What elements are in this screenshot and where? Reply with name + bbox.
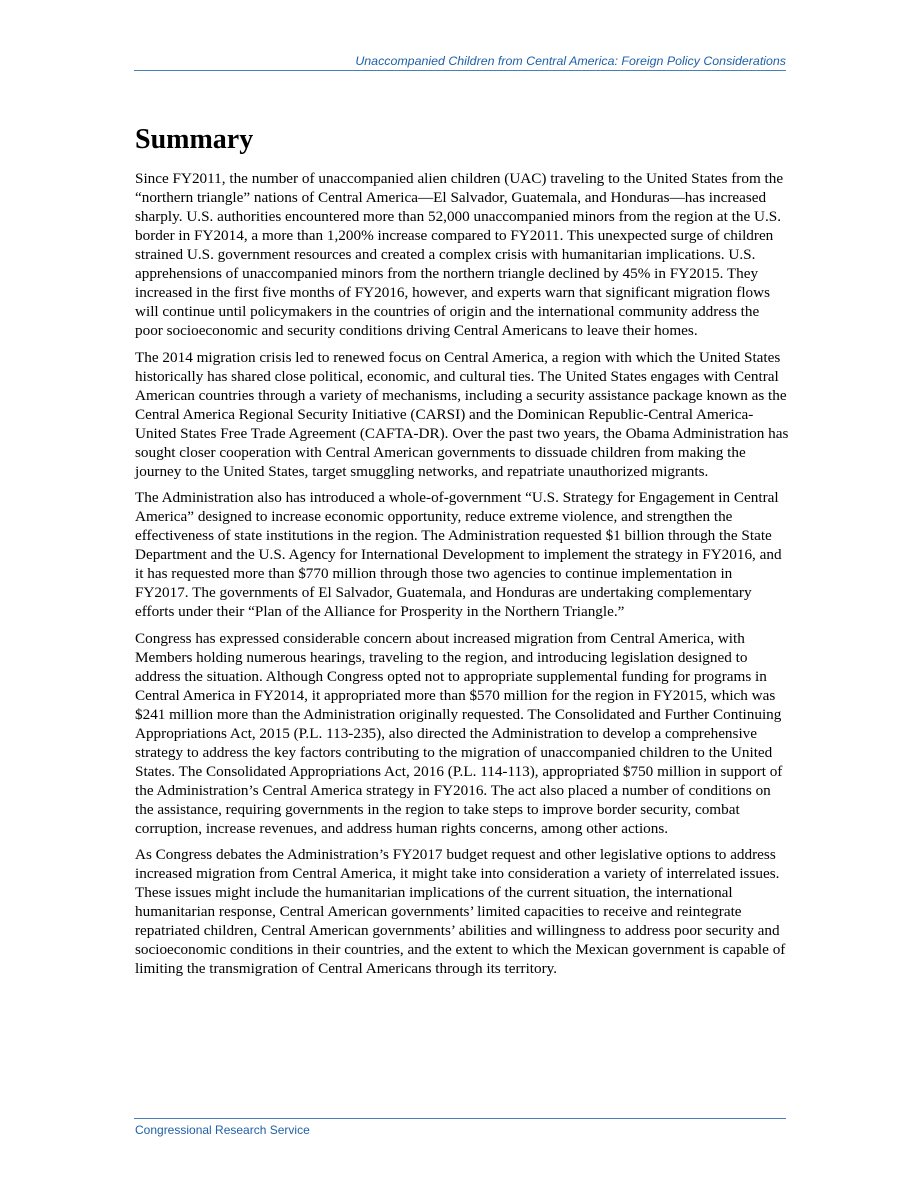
paragraph: The Administration also has introduced a whole-of-government “U.S. Strategy for Engagement in Central America” designed to increase economic opportunity, reduce extreme violence, and strengthen the effectiveness of state institutions in the region. The Administration requested $1 billion through the State Department and the U.S. Agency for International Development to implement the strategy in FY2016, and it has requested more than $770 million through those two agencies to continue implementation in FY2017. The governments of El Salvador, Guatemala, and Honduras are undertaking complementary efforts under their “Plan of the Alliance for Prosperity in the Northern Triangle.” [135,489,782,620]
running-header [134,52,786,71]
paragraph: Congress has expressed considerable concern about increased migration from Central America, with Members holding numerous hearings, traveling to the region, and introducing legislation designed to address the situation. Although Congress opted not to appropriate supplemental funding for programs in Central America in FY2014, it appropriated more than $570 million for the region in FY2015, which was $241 million more than the Administration originally requested. The Consolidated and Further Continuing Appropriations Act, 2015 (P.L. 113-235), also directed the Administration to develop a comprehensive strategy to address the key factors contributing to the migration of unaccompanied children to the United States. The Consolidated Appropriations Act, 2016 (P.L. 114-113), appropriated $750 million in support of the Administration’s Central America strategy in FY2016. The act also placed a number of conditions on the assistance, requiring governments in the region to take steps to improve border security, combat corruption, increase revenues, and address human rights concerns, among other actions. [135,629,783,837]
page-footer [134,1118,786,1137]
footer-text: Congressional Research Service [135,1123,310,1137]
paragraph: As Congress debates the Administration’s FY2017 budget request and other legislative options to address increased migration from Central America, it might take into consideration a variety of interrelated issues. These issues might include the humanitarian implications of the current situation, the international humanitarian response, Central American governments’ limited capacities to receive and reintegrate repatriated children, Central American governments’ abilities and willingness to address poor security and socioeconomic conditions in their countries, and the extent to which the Mexican government is capable of limiting the transmigration of Central Americans through its territory. [135,846,786,977]
header-title: Unaccompanied Children from Central America: Foreign Policy Considerations [355,54,786,68]
section-title: Summary [135,124,254,155]
summary-body [135,169,789,986]
paragraph: Since FY2011, the number of unaccompanied alien children (UAC) traveling to the United States from the “northern triangle” nations of Central America—El Salvador, Guatemala, and Honduras—has increased sharply. U.S. authorities encountered more than 52,000 unaccompanied minors from the region at the U.S. border in FY2014, a more than 1,200% increase compared to FY2011. This unexpected surge of children strained U.S. government resources and created a complex crisis with humanitarian implications. U.S. apprehensions of unaccompanied minors from the northern triangle declined by 45% in FY2015. They increased in the first five months of FY2016, however, and experts warn that significant migration flows will continue until policymakers in the countries of origin and the international community address the poor socioeconomic and security conditions driving Central Americans to leave their homes. [135,170,784,339]
paragraph: The 2014 migration crisis led to renewed focus on Central America, a region with which the United States historically has shared close political, economic, and cultural ties. The United States engages with Central American countries through a variety of mechanisms, including a security assistance package known as the Central America Regional Security Initiative (CARSI) and the Dominican Republic-Central America-United States Free Trade Agreement (CAFTA-DR). Over the past two years, the Obama Administration has sought closer cooperation with Central American governments to dissuade children from making the journey to the United States, target smuggling networks, and repatriate unauthorized migrants. [135,348,789,480]
